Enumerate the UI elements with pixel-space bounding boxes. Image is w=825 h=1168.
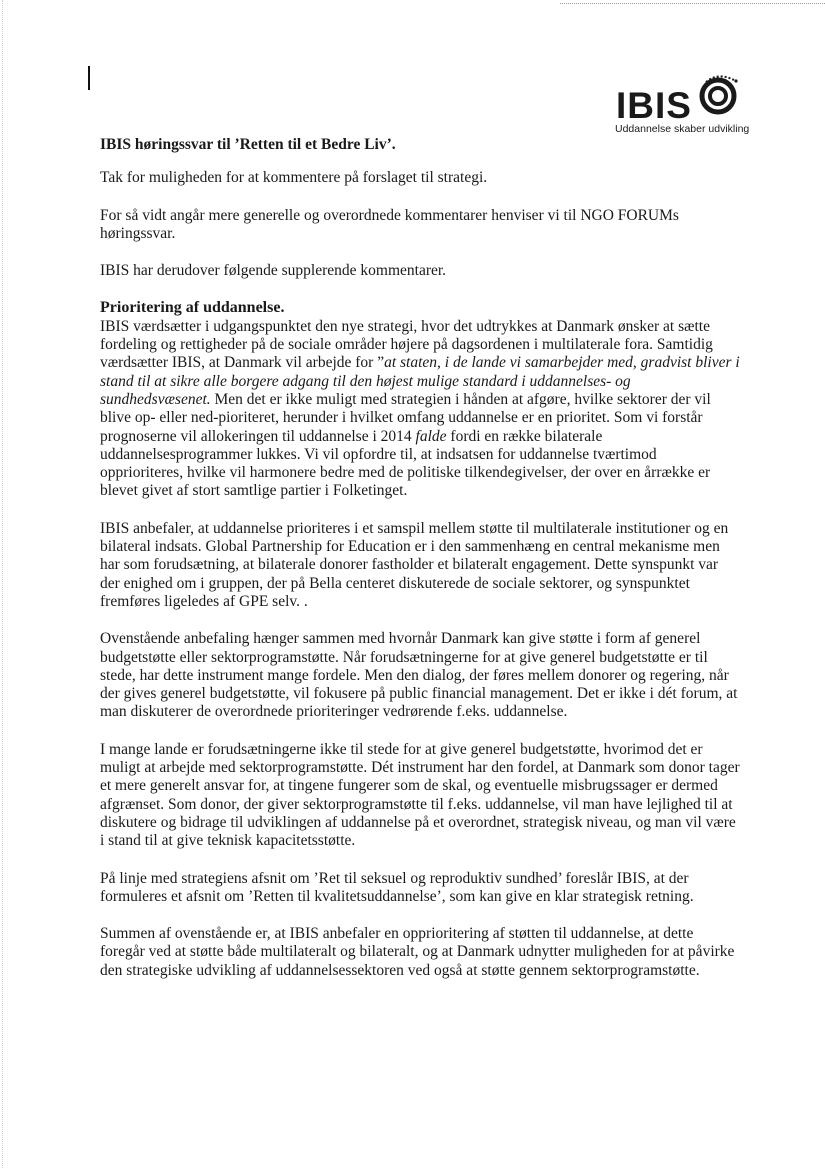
logo-wordmark: IBIS [616, 85, 692, 126]
paragraph-budget-support: Ovenstående anbefaling hænger sammen med hvornår Danmark kan give støtte i form af generel budgetstøtte eller sektorprogramstøtte. Når forudsætningerne for at give generel budgetstøtte er til stede, har dette instrument mange fordele. Men den dialog, der føres mellem donorer og regering, når der gives generel budgetstøtte, vil fokusere på public financial management. Det er ikke i dét forum, at man diskuterer de overordnede prioriteringer vedrørende f.eks. uddannelse. [100, 630, 738, 721]
paragraph-strategy-part3: fordi en række bilaterale uddannelsesprogrammer lukkes. Vi vil opfordre til, at indsatsen for uddannelse tværtimod opprioriteres, hvilke vil harmonere bedre med de politiske tilkendegivelser, der over en årrække er blevet givet af stort samtlige partier i Folketinget. [100, 427, 711, 500]
document-body [100, 136, 740, 980]
logo-tagline: Uddannelse skaber udvikling [615, 123, 750, 135]
scan-edge-left [2, 0, 3, 1168]
scan-edge-top [560, 3, 825, 4]
strategy-quote: at staten, i de lande vi samarbejder med, gradvist bliver i stand til at sikre alle borgere adgang til den højest mulige standard i uddannelses- og sundhedsvæsenet. [100, 354, 740, 408]
paragraph-strategy-part1: IBIS værdsætter i udgangspunktet den nye strategi, hvor det udtrykkes at Danmark ønsker at sætte fordeling og rettigheder på de sociale områder højere på dagsordenen i multilaterale fora. Samtidig værdsætter IBIS, at Danmark vil arbejde for ” [100, 317, 713, 372]
paragraph-summary: Summen af ovenstående er, at IBIS anbefaler en opprioritering af støtten til uddannelse, at dette foregår ved at støtte både multilateralt og bilateralt, og at Danmark udnytter muligheden for at påvirke den strategiske udvikling af uddannelsessektoren ved også at støtte gennem sektorprogramstøtte. [100, 925, 735, 979]
document-title: IBIS høringssvar til ’Retten til et Bedre Liv’. [100, 136, 396, 153]
paragraph-ngo-forum: For så vidt angår mere generelle og overordnede kommentarer henviser vi til NGO FORUMs høringssvar. [100, 206, 679, 242]
paragraph-recommendation: IBIS anbefaler, at uddannelse prioriteres i et samspil mellem støtte til multilaterale institutioner og en bilateral indsats. Global Partnership for Education er i den sammenhæng en central mekanisme men har som forudsætning, at bilaterale donorer fastholder et bilateralt engagement. Dette synspunkt var der enighed om i gruppen, der på Bella centeret diskuterede de sociale sektorer, og synspunktet fremføres ligeledes af GPE selv. . [100, 519, 729, 610]
ibis-globe-icon [694, 68, 744, 118]
ibis-logo [612, 64, 762, 144]
emphasis-falde: falde [415, 427, 447, 445]
text-cursor [88, 66, 90, 90]
paragraph-sector-program: I mange lande er forudsætningerne ikke til stede for at give generel budgetstøtte, hvorimod det er muligt at arbejde med sektorprogramstøtte. Dét instrument har den fordel, at Danmark som donor tager et mere generelt ansvar for, at tingene fungerer som de skal, og eventuelle misbrugssager er dermed afgrænset. Som donor, der giver sektorprogramstøtte til f.eks. uddannelse, vil man have lejlighed til at diskutere og bidrage til udviklingen af uddannelse på et overordnet, strategisk niveau, og man vil være i stand til at give teknisk kapacitetsstøtte. [100, 740, 740, 850]
paragraph-strategy-part2: Men det er ikke muligt med strategien i hånden at afgøre, hvilke sektorer der vil blive op- eller ned-pioriteret, herunder i hvilket omfang uddannelse er en prioritet. Som vi forstår prognoserne vil allokeringen til uddannelse i 2014 [100, 390, 711, 445]
paragraph-strategy [100, 318, 740, 501]
paragraph-intro: Tak for muligheden for at kommentere på forslaget til strategi. [100, 169, 488, 187]
paragraph-quality-education: På linje med strategiens afsnit om ’Ret til seksuel og reproduktiv sundhed’ foreslår IBIS, at der formuleres et afsnit om ’Retten til kvalitetsuddannelse’, som kan give en klar strategisk retning. [100, 869, 694, 905]
section-heading: Prioritering af uddannelse. [100, 299, 285, 317]
paragraph-supplementary: IBIS har derudover følgende supplerende kommentarer. [100, 262, 447, 280]
